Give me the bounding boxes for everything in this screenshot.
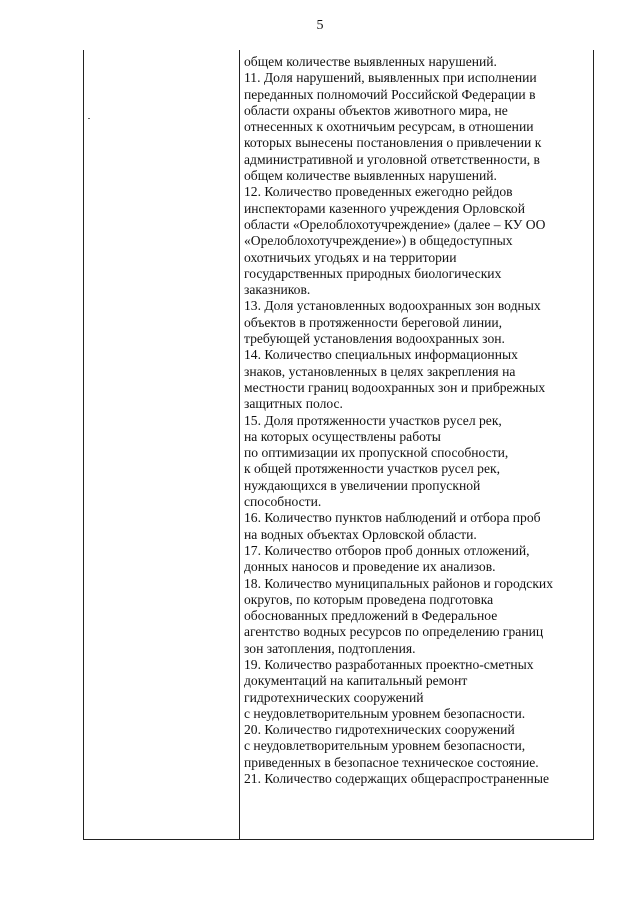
text-line: 21. Количество содержащих общераспространенные [244, 771, 549, 787]
text-line: которых вынесены постановления о привлечении к [244, 135, 542, 151]
text-line: 18. Количество муниципальных районов и городских [244, 575, 553, 591]
text-line: 13. Доля установленных водоохранных зон водных [244, 298, 541, 314]
table-left-cell [84, 50, 239, 839]
text-line: 15. Доля протяженности участков русел рек, [244, 412, 502, 428]
text-line: административной и уголовной ответственности, в [244, 151, 540, 167]
table-right-cell [244, 54, 590, 787]
text-line: к общей протяженности участков русел рек, [244, 461, 501, 477]
text-line: на водных объектах Орловской области. [244, 526, 477, 542]
text-line: на которых осуществлены работы [244, 428, 441, 444]
text-line: объектов в протяженности береговой линии, [244, 314, 503, 330]
text-line: округов, по которым проведена подготовка [244, 591, 494, 607]
text-line: по оптимизации их пропускной способности, [244, 445, 509, 461]
text-line: требующей установления водоохранных зон. [244, 331, 505, 347]
text-line: приведенных в безопасное техническое состояние. [244, 754, 539, 770]
text-line: местности границ водоохранных зон и прибрежных [244, 379, 546, 395]
text-line: 12. Количество проведенных ежегодно рейдов [244, 184, 513, 200]
text-line: 16. Количество пунктов наблюдений и отбора проб [244, 510, 541, 526]
text-line: обоснованных предложений в Федеральное [244, 608, 498, 624]
text-line: нуждающихся в увеличении пропускной [244, 477, 481, 493]
table-column-divider [239, 50, 240, 839]
text-line: донных наносов и проведение их анализов. [244, 559, 496, 575]
text-line: переданных полномочий Российской Федерации в [244, 86, 536, 102]
text-line: гидротехнических сооружений [244, 689, 424, 705]
text-line: инспекторами казенного учреждения Орловской [244, 200, 525, 216]
text-line: 20. Количество гидротехнических сооружений [244, 722, 515, 738]
text-line: защитных полос. [244, 396, 343, 412]
text-line: документаций на капитальный ремонт [244, 673, 468, 689]
page-number: 5 [316, 18, 324, 33]
text-line: с неудовлетворительным уровнем безопасности. [244, 705, 526, 721]
text-line: государственных природных биологических [244, 265, 502, 281]
text-line: зон затопления, подтопления. [244, 640, 416, 656]
text-line: заказников. [244, 282, 311, 298]
text-line: 14. Количество специальных информационных [244, 347, 518, 363]
indicator-table [83, 50, 594, 840]
text-line: с неудовлетворительным уровнем безопасности, [244, 738, 526, 754]
text-line: способности. [244, 494, 322, 510]
text-line: области охраны объектов животного мира, не [244, 102, 508, 118]
text-line: охотничьих угодьях и на территории [244, 249, 457, 265]
text-line: отнесенных к охотничьим ресурсам, в отношении [244, 119, 534, 135]
text-line: агентство водных ресурсов по определению границ [244, 624, 544, 640]
text-line: области «Орелоблохотучреждение» (далее – КУ ОО [244, 216, 546, 232]
text-line: 17. Количество отборов проб донных отложений, [244, 542, 530, 558]
text-line: 11. Доля нарушений, выявленных при исполнении [244, 70, 537, 86]
text-line: знаков, установленных в целях закрепления на [244, 363, 516, 379]
text-line: 19. Количество разработанных проектно-сметных [244, 656, 534, 672]
text-line: общем количестве выявленных нарушений. [244, 54, 497, 69]
text-line: «Орелоблохотучреждение») в общедоступных [244, 233, 513, 249]
text-line: общем количестве выявленных нарушений. [244, 168, 497, 184]
